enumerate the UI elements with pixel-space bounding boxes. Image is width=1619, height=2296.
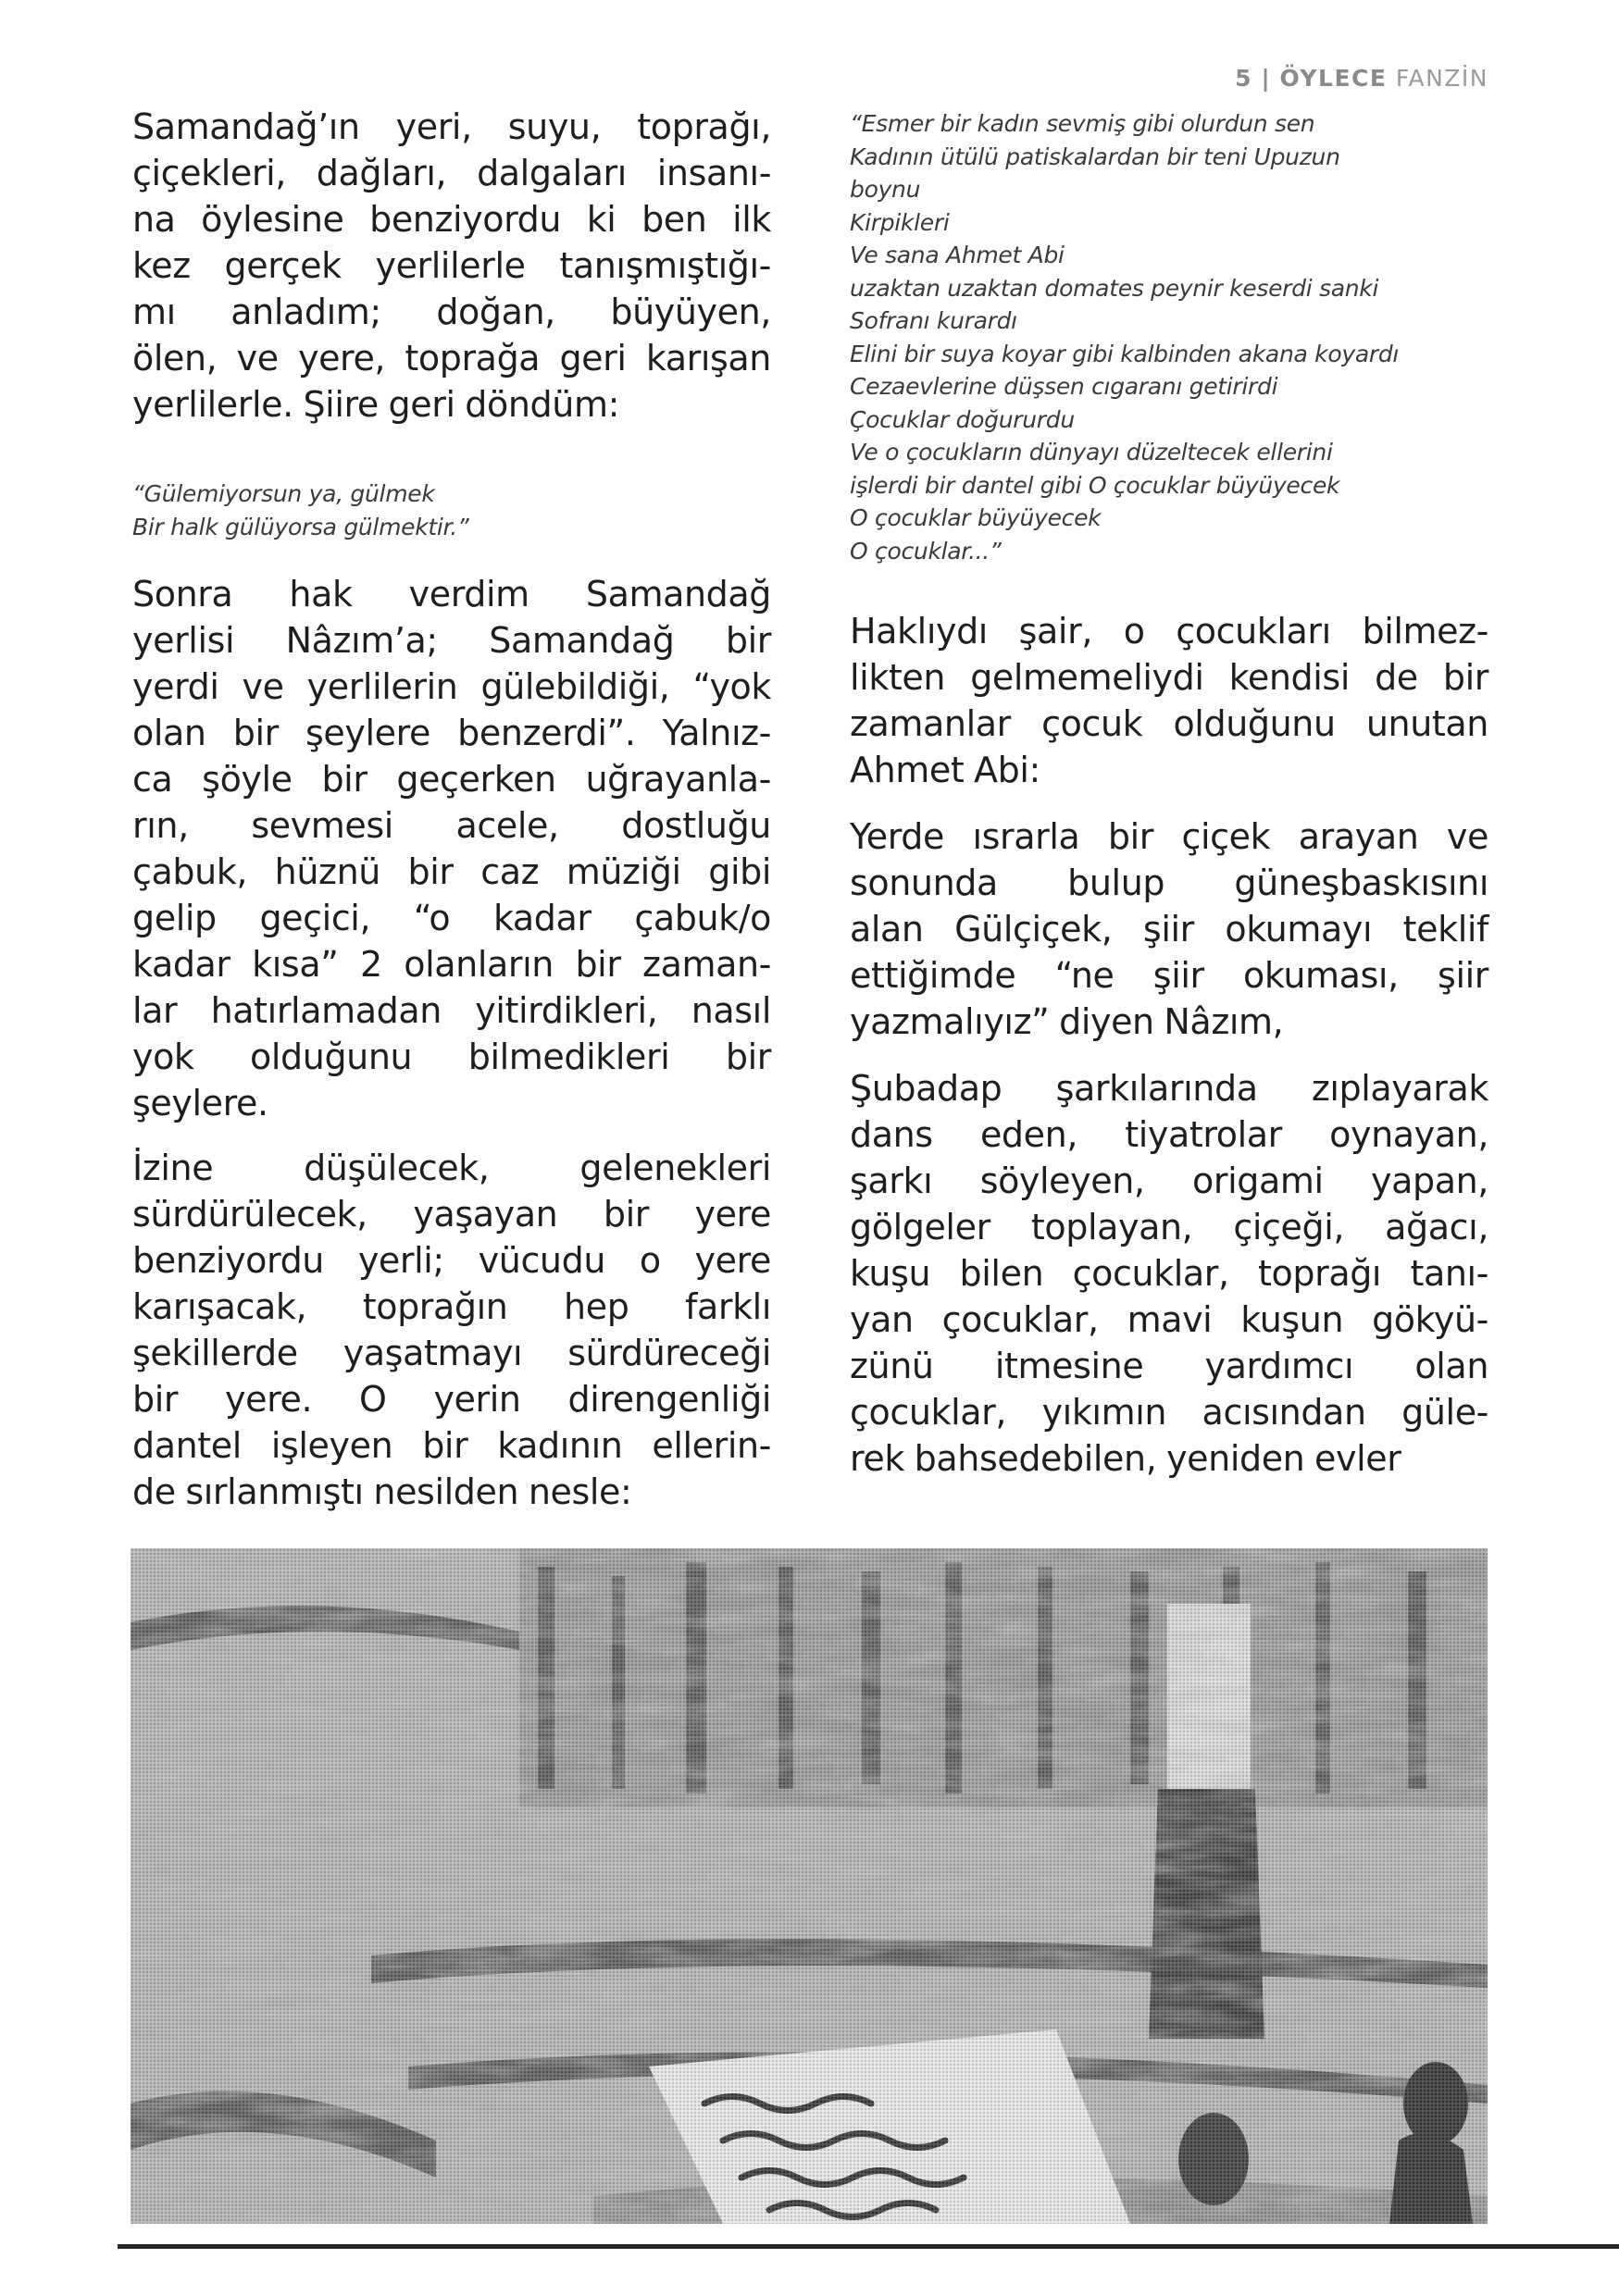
text-line: kuşu bilen çocuklar, toprağı tanı- <box>850 1253 1488 1294</box>
text-line: çabuk, hüznü bir caz müziği gibi <box>132 851 771 892</box>
quote-line: Ve sana Ahmet Abi <box>850 242 1065 268</box>
text-line: benziyordu yerli; vücudu o yere <box>132 1240 771 1281</box>
text-line: Samandağ’ın yeri, suyu, toprağı, <box>132 106 771 147</box>
text-line: gelip geçici, “o kadar çabuk/o <box>132 898 771 938</box>
quote-line: O çocuklar...” <box>850 537 1002 565</box>
quote-line: O çocuklar büyüyecek <box>850 504 1102 531</box>
quote-line: Kirpikleri <box>850 208 950 236</box>
text-line: olan bir şeylere benzerdi”. Yalnız- <box>132 713 771 753</box>
text-line: sürdürülecek, yaşayan bir yere <box>132 1194 771 1235</box>
text-line: şeylere. <box>132 1083 268 1123</box>
text-line: şekillerde yaşatmayı sürdüreceği <box>132 1333 771 1373</box>
text-line: yok olduğunu bilmedikleri bir <box>132 1036 771 1077</box>
quote-line: Çocuklar doğururdu <box>850 405 1075 433</box>
magazine-type: FANZİN <box>1395 65 1488 92</box>
text-line: rek bahsedebilen, yeniden evler <box>850 1438 1401 1479</box>
text-line: Ahmet Abi: <box>850 750 1040 790</box>
bottom-rule <box>118 2244 1619 2249</box>
text-line: mı anladım; doğan, büyüyen, <box>132 292 771 332</box>
left-column <box>132 104 771 1515</box>
text-line: kez gerçek yerlilerle tanışmıştığı- <box>132 245 771 286</box>
right-poem <box>850 107 1488 567</box>
text-line: Haklıydı şair, o çocukları bilmez- <box>850 611 1488 652</box>
text-line: alan Gülçiçek, şiir okumayı teklif <box>850 909 1488 949</box>
text-line: yan çocuklar, mavi kuşun gökyü- <box>850 1299 1488 1340</box>
text-line: rın, sevmesi acele, dostluğu <box>132 805 771 846</box>
text-line: İzine düşülecek, gelenekleri <box>132 1148 771 1188</box>
text-line: na öylesine benziyordu ki ben ilk <box>132 199 771 240</box>
left-paragraph-3 <box>132 1145 771 1515</box>
quote-line: uzaktan uzaktan domates peynir keserdi sanki <box>850 274 1379 302</box>
text-line: çocuklar, yıkımın acısından güle- <box>850 1392 1488 1433</box>
right-paragraph-2 <box>850 813 1488 1045</box>
text-line: Sonra hak verdim Samandağ <box>132 574 771 614</box>
text-line: karışacak, toprağın hep farklı <box>132 1286 771 1327</box>
text-line: gölgeler toplayan, çiçeği, ağacı, <box>850 1207 1488 1247</box>
text-line: çiçekleri, dağları, dalgaları insanı- <box>132 153 771 193</box>
text-line: de sırlanmıştı nesilden nesle: <box>132 1471 632 1512</box>
text-line: ettiğimde “ne şiir okuması, şiir <box>850 955 1488 996</box>
text-line: dans eden, tiyatrolar oynayan, <box>850 1114 1488 1155</box>
text-line: ölen, ve yere, toprağa geri karışan <box>132 338 771 379</box>
right-paragraph-3 <box>850 1065 1488 1482</box>
text-line: şarkı söyleyen, origami yapan, <box>850 1160 1488 1201</box>
text-line: yerlisi Nâzım’a; Samandağ bir <box>132 620 771 661</box>
collage-photo <box>131 1548 1488 2224</box>
right-column <box>850 107 1488 1482</box>
header-separator: | <box>1261 65 1272 92</box>
text-line: likten gelmemeliydi kendisi de bir <box>850 657 1488 698</box>
text-line: yerlilerle. Şiire geri döndüm: <box>132 384 619 425</box>
text-line: kadar kısa” 2 olanların bir zaman- <box>132 944 771 985</box>
quote-line: boynu <box>850 176 921 203</box>
quote-line: “Gülemiyorsun ya, gülmek <box>132 480 435 507</box>
text-line: bir yere. O yerin direngenliği <box>132 1379 771 1420</box>
text-line: Şubadap şarkılarında zıplayarak <box>850 1068 1488 1109</box>
text-line: yerdi ve yerlilerin gülebildiği, “yok <box>132 666 771 707</box>
left-paragraph-2 <box>132 571 771 1126</box>
left-quote <box>132 478 771 543</box>
text-line: lar hatırlamadan yitirdikleri, nasıl <box>132 990 771 1031</box>
halftone-collage-photo-icon <box>131 1548 1488 2224</box>
quote-line: “Esmer bir kadın sevmiş gibi olurdun sen <box>850 110 1315 137</box>
text-line: ca şöyle bir geçerken uğrayanla- <box>132 759 771 800</box>
page-number: 5 <box>1235 65 1252 92</box>
quote-line: Kadının ütülü patiskalardan bir teni Upuzun <box>850 143 1340 170</box>
left-paragraph-1 <box>132 104 771 428</box>
quote-line: Bir halk gülüyorsa gülmektir.” <box>132 513 469 540</box>
running-header <box>1235 65 1488 92</box>
quote-line: Elini bir suya koyar gibi kalbinden akana koyardı <box>850 340 1400 367</box>
magazine-name: ÖYLECE <box>1279 65 1388 92</box>
quote-line: Ve o çocukların dünyayı düzeltecek ellerini <box>850 439 1333 465</box>
right-paragraph-1 <box>850 608 1488 793</box>
quote-line: Cezaevlerine düşsen cıgaranı getirirdi <box>850 373 1278 400</box>
quote-line: işlerdi bir dantel gibi O çocuklar büyüyecek <box>850 471 1340 499</box>
quote-line: Sofranı kurardı <box>850 307 1017 334</box>
text-line: yazmalıyız” diyen Nâzım, <box>850 1001 1284 1042</box>
text-line: dantel işleyen bir kadının ellerin- <box>132 1425 771 1466</box>
text-line: sonunda bulup güneşbaskısını <box>850 863 1488 903</box>
text-line: zünü itmesine yardımcı olan <box>850 1346 1488 1386</box>
text-line: zamanlar çocuk olduğunu unutan <box>850 703 1488 744</box>
text-line: Yerde ısrarla bir çiçek arayan ve <box>850 816 1488 857</box>
